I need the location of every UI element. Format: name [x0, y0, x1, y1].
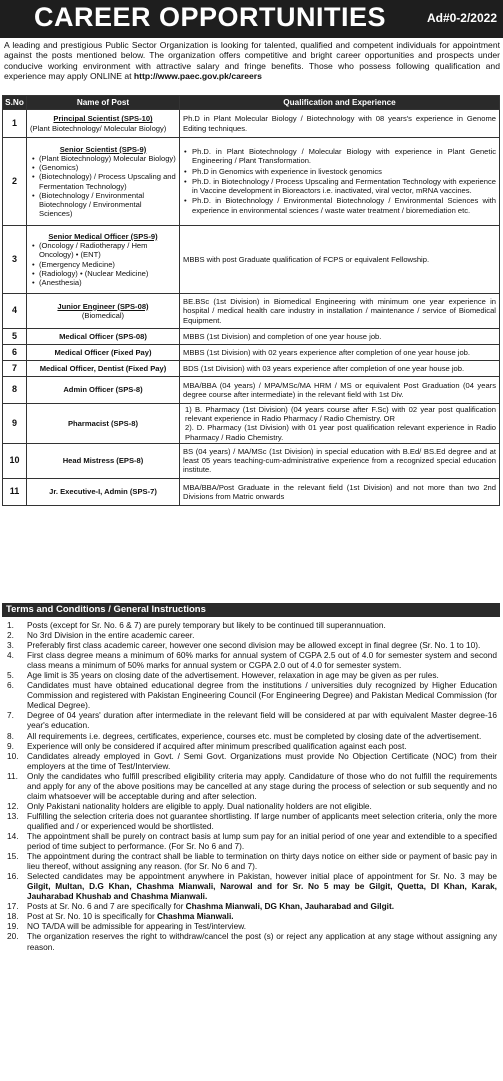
term-body: Age limit is 35 years on closing date of the advertisement. However, relaxation in age may be given as per rules.: [27, 670, 439, 681]
term-text: [27, 931, 500, 951]
row-sno: 3: [3, 226, 27, 294]
qualification-item: • Ph.D. in Biotechnology / Environmental Biotechnology / Environmental Sciences with experience in environmental sciences / waste water treatment / bioremediation etc.: [183, 196, 496, 214]
term-text: [27, 771, 500, 801]
qualification-text: MBA/BBA/Post Graduate in the relevant field (1st Division) and not more than two 2nd Divisions from Matric onwards: [183, 482, 496, 501]
table-row: [3, 138, 500, 226]
post-name: Medical Officer (SPS-08): [59, 331, 147, 341]
table-row: [3, 345, 500, 361]
row-sno: 8: [3, 377, 27, 404]
term-number: 7.: [7, 710, 14, 721]
post-name: Head Mistress (EPS-8): [62, 456, 144, 466]
term-body: Fulfilling the selection criteria does not guarantee shortlisting. If large number of applicants meet selection criteria, only the more qualified and / or experienced would be shortlisted.: [27, 810, 497, 831]
qualification-text: 1) B. Pharmacy (1st Division) (04 years course after F.Sc) with 02 year post qualification relevant experience in Radio Pharmacy / Radio Chemistry. OR: [185, 405, 496, 424]
row-sno: 11: [3, 478, 27, 505]
specialization-item: • (Emergency Medicine): [32, 260, 176, 269]
row-sno: 7: [3, 361, 27, 377]
qualification-text: 2). D. Pharmacy (1st Division) with 01 year post qualification relevant experience in Radio Pharmacy / Radio Chemistry.: [185, 423, 496, 442]
row-post: [27, 377, 180, 404]
row-qualification: [180, 110, 500, 138]
row-post: [27, 345, 180, 361]
term-body: No 3rd Division in the entire academic career.: [27, 630, 195, 641]
term-item: [2, 731, 500, 741]
term-body: Candidates already employed in Govt. / Semi Govt. Organizations must provide No Objection Certificate (NOC) from their employers at the time of Test/Interview.: [27, 750, 497, 771]
term-body: NO TA/DA will be admissible for appearing in Test/interview.: [27, 921, 247, 932]
row-sno: 2: [3, 138, 27, 226]
term-text: [27, 911, 500, 921]
row-post: [27, 329, 180, 345]
header-banner: [0, 0, 503, 38]
row-post: [27, 138, 180, 226]
post-name: Jr. Executive-I, Admin (SPS-7): [49, 487, 157, 497]
row-sno: 9: [3, 404, 27, 444]
row-post: [27, 294, 180, 329]
term-number: 10.: [7, 750, 19, 761]
term-body: Degree of 04 years' duration after intermediate in the relevant field will be considered at par with equivalent Master degree-16 year's education.: [27, 710, 497, 731]
row-qualification: [180, 329, 500, 345]
posts-table: [2, 95, 500, 506]
term-number: 16.: [7, 871, 19, 882]
specialization-item: • (Radiology) • (Nuclear Medicine): [32, 269, 176, 278]
intro-paragraph: [4, 40, 500, 82]
row-sno: 4: [3, 294, 27, 329]
row-post: [27, 226, 180, 294]
page-title: CAREER OPPORTUNITIES: [33, 2, 387, 32]
term-text: [27, 630, 500, 640]
specialization-item: • (Biotechnology) / Process Upscaling and Fermentation Technology): [32, 172, 176, 190]
specialization-item: (Biomedical): [81, 311, 125, 320]
post-name: Senior Scientist (SPS-9): [59, 144, 147, 154]
term-text: [27, 620, 500, 630]
qualification-text: MBBS (1st Division) and completion of one year house job.: [183, 331, 382, 341]
row-post: [27, 404, 180, 444]
term-item: [2, 771, 500, 801]
post-name: Junior Engineer (SPS-08): [57, 301, 149, 311]
term-item: [2, 911, 500, 921]
term-text: [27, 670, 500, 680]
specialization-item: • (Biotechnology / Environmental Biotechnology / Environmental Sciences): [32, 191, 176, 219]
careers-link[interactable]: http://www.paec.gov.pk/careers: [133, 71, 262, 82]
header-qualification: Qualification and Experience: [180, 96, 500, 110]
term-number: 3.: [7, 640, 14, 651]
intro-text: A leading and prestigious Public Sector Organization is looking for talented, qualified and competent individuals for appointment against the posts mentioned below. The organization offers competitive and bright career opportunities and prospects under conducive working environment with attractive salary and fringe benefits. Those who possess following qualification and experience may apply ONLINE at: [4, 40, 500, 82]
qualification-text: BS (04 years) / MA/MSc (1st Division) in special education with B.Ed/ BS.Ed degree and at least 05 years teaching-cum-administrative experience from a recognized special education institute.: [183, 447, 496, 475]
table-row: [3, 110, 500, 138]
term-number: 13.: [7, 810, 19, 821]
term-item: [2, 710, 500, 730]
term-text: [27, 831, 500, 851]
term-body: Only Pakistani nationality holders are eligible to apply. Dual nationality holders are not eligible.: [27, 800, 372, 811]
row-qualification: [180, 226, 500, 294]
post-name: Pharmacist (SPS-8): [67, 418, 139, 428]
term-body: The appointment shall be purely on contract basis at lump sum pay for an initial period of one year and extendible to a specified period of time subject to performance. (For Sr. No 6 and 7).: [27, 830, 497, 852]
term-body: The organization reserves the right to withdraw/cancel the post (s) or reject any application at any stage without assigning any reason.: [27, 931, 497, 952]
term-text: [27, 871, 500, 901]
row-sno: 5: [3, 329, 27, 345]
post-name: Medical Officer (Fixed Pay): [54, 347, 152, 357]
table-header-row: [3, 96, 500, 110]
qualification-text: MBBS with post Graduate qualification of FCPS or equivalent Fellowship.: [183, 254, 430, 264]
specialization-item: (Plant Biotechnology/ Molecular Biology): [30, 123, 167, 133]
table-row: [3, 361, 500, 377]
term-text: [27, 751, 500, 771]
term-text: [27, 710, 500, 730]
term-bold-text: Chashma Mianwali.: [157, 911, 234, 922]
term-item: [2, 871, 500, 901]
table-row: [3, 294, 500, 329]
term-text: [27, 801, 500, 811]
row-qualification: [180, 377, 500, 404]
specialization-item: • (Plant Biotechnology) Molecular Biology): [32, 154, 176, 163]
qualification-list: [183, 147, 496, 214]
term-body: Posts at Sr. No. 6 and 7 are specifically for: [27, 901, 186, 912]
term-number: 12.: [7, 800, 19, 811]
post-specializations: [30, 241, 176, 287]
term-body: Post at Sr. No. 10 is specifically for: [27, 911, 158, 922]
term-number: 9.: [7, 740, 14, 751]
term-body: The appointment during the contract shall be liable to termination on thirty days notice on either side or payment of basic pay in lieu thereof, without assigning any reason. (for Sr. No 6 and 7).: [27, 851, 497, 872]
term-text: [27, 901, 500, 911]
qualification-item: • Ph.D in Genomics with experience in livestock genomics: [183, 167, 496, 176]
row-post: [27, 110, 180, 138]
table-row: [3, 377, 500, 404]
term-item: [2, 801, 500, 811]
row-qualification: [180, 478, 500, 505]
table-row: [3, 404, 500, 444]
table-row: [3, 443, 500, 478]
term-bold-text: Chashma Mianwali, DG Khan, Jauharabad and Gilgit.: [185, 901, 395, 912]
qualification-item: • Ph.D. in Biotechnology / Process Upscaling and Fermentation Technology with experience in Vaccine development in Bioreactors i.e. inactivated, viral vector, mRNA vaccines.: [183, 177, 496, 195]
row-sno: 1: [3, 110, 27, 138]
term-number: 6.: [7, 680, 14, 691]
specialization-item: • (Oncology / Radiotherapy / Hem Oncology) • (ENT): [32, 241, 176, 259]
post-specializations: [30, 124, 176, 133]
term-item: [2, 640, 500, 650]
term-item: [2, 831, 500, 851]
post-name: Principal Scientist (SPS-10): [53, 114, 153, 124]
row-qualification: [180, 443, 500, 478]
term-item: [2, 741, 500, 751]
term-item: [2, 670, 500, 680]
terms-heading: Terms and Conditions / General Instructions: [2, 603, 500, 617]
qualification-text: BDS (1st Division) with 03 years experience after completion of one year house job.: [183, 363, 465, 373]
row-qualification: [180, 345, 500, 361]
term-body: Only the candidates who fulfill prescribed eligibility criteria may apply. Candidature of those who do not fulfill the requirements and apply for any of the above positions may be cancelled at any stage during the process of selection or sub sequently and no claim whatsoever will be acceptable during and after selection.: [27, 770, 497, 801]
row-post: [27, 443, 180, 478]
term-text: [27, 640, 500, 650]
term-number: 2.: [7, 630, 14, 641]
qualification-text: MBA/BBA (04 years) / MPA/MSc/MA HRM / MS or equivalent Post Graduation (04 years degree course after intermediate) in the relevant field with 1st Div.: [183, 380, 496, 399]
term-body: Preferably first class academic career, however one second division may be allowed except in final degree (Sr. No. 1 to 10).: [27, 640, 481, 651]
qualification-text: Ph.D in Plant Molecular Biology / Biotechnology with 08 years's experience in Genome Editing techniques.: [183, 114, 496, 133]
row-post: [27, 361, 180, 377]
term-number: 8.: [7, 730, 14, 741]
term-item: [2, 680, 500, 710]
row-qualification: [180, 361, 500, 377]
term-number: 18.: [7, 911, 19, 922]
row-qualification: [180, 404, 500, 444]
term-number: 19.: [7, 921, 19, 932]
post-specializations: [30, 311, 176, 320]
terms-list: [2, 620, 500, 952]
term-item: [2, 931, 500, 951]
table-row: [3, 226, 500, 294]
term-text: [27, 741, 500, 751]
term-number: 15.: [7, 851, 19, 862]
term-body: Candidates must have obtained educational degree from the institutions / universities duly recognized by Higher Education Commission and registered with Pakistan Engineering Council (For Engineering Degree) and Pakistan Medical Commission (for Medical Degree).: [27, 680, 497, 711]
post-name: Medical Officer, Dentist (Fixed Pay): [39, 363, 167, 373]
term-number: 17.: [7, 901, 19, 912]
term-item: [2, 921, 500, 931]
term-number: 11.: [7, 770, 18, 781]
term-number: 4.: [7, 650, 14, 661]
row-qualification: [180, 294, 500, 329]
term-item: [2, 630, 500, 640]
term-text: [27, 731, 500, 741]
header-post: Name of Post: [27, 96, 180, 110]
term-number: 20.: [7, 931, 19, 942]
row-sno: 6: [3, 345, 27, 361]
posts-table-body: [3, 110, 500, 506]
qualification-item: • Ph.D. in Plant Biotechnology / Molecular Biology with experience in Plant Genetic Engineering / Plant Transformation.: [183, 147, 496, 165]
term-text: [27, 851, 500, 871]
row-sno: 10: [3, 443, 27, 478]
qualification-text: BE.BSc (1st Division) in Biomedical Engineering with minimum one year experience in hospital / medical health care industry in installation / maintenance / service of Biomedical Equipment.: [183, 297, 496, 325]
term-text: [27, 680, 500, 710]
specialization-item: • (Genomics): [32, 163, 176, 172]
term-item: [2, 811, 500, 831]
term-bold-text: Gilgit, Multan, D.G Khan, Chashma Mianwali, Narowal and for Sr. No 5 may be Gilgit, Quetta, DI Khan, Karak, Jauharabad Khushab and Chashma Mianwali.: [27, 881, 497, 902]
post-specializations: [30, 154, 176, 218]
term-number: 1.: [7, 620, 14, 630]
post-name: Senior Medical Officer (SPS-9): [48, 231, 158, 241]
table-row: [3, 478, 500, 505]
term-item: [2, 901, 500, 911]
term-number: 5.: [7, 670, 14, 681]
term-body: Posts (except for Sr. No. 6 & 7) are purely temporary but likely to be continued till superannuation.: [27, 620, 386, 630]
row-qualification: [180, 138, 500, 226]
table-row: [3, 329, 500, 345]
term-body: Experience will only be considered if acquired after minimum prescribed qualification against each post.: [27, 740, 407, 751]
term-text: [27, 811, 500, 831]
row-post: [27, 478, 180, 505]
ad-number: Ad#0-2/2022: [426, 11, 497, 25]
header-sno: S.No: [3, 96, 27, 110]
term-text: [27, 921, 500, 931]
term-item: [2, 751, 500, 771]
term-number: 14.: [7, 830, 19, 841]
term-item: [2, 650, 500, 670]
post-name: Admin Officer (SPS-8): [63, 385, 143, 395]
qualification-text: MBBS (1st Division) with 02 years experience after completion of one year house job.: [183, 347, 471, 357]
term-text: [27, 650, 500, 670]
specialization-item: • (Anesthesia): [32, 278, 176, 287]
term-body: All requirements i.e. degrees, certificates, experience, courses etc. must be completed by closing date of the advertisement.: [27, 730, 482, 741]
term-item: [2, 851, 500, 871]
term-body: Selected candidates may be appointment anywhere in Pakistan, however initial place of appointment for Sr. No. 3 may be: [27, 871, 497, 882]
term-body: First class degree means a minimum of 60% marks for annual system of CGPA 2.5 out of 4.0 for semester system and second class means a minimum of 50% marks for annual system or CGPA 2.0 out of 4.0 for semester system.: [27, 650, 497, 671]
term-item: [2, 620, 500, 630]
